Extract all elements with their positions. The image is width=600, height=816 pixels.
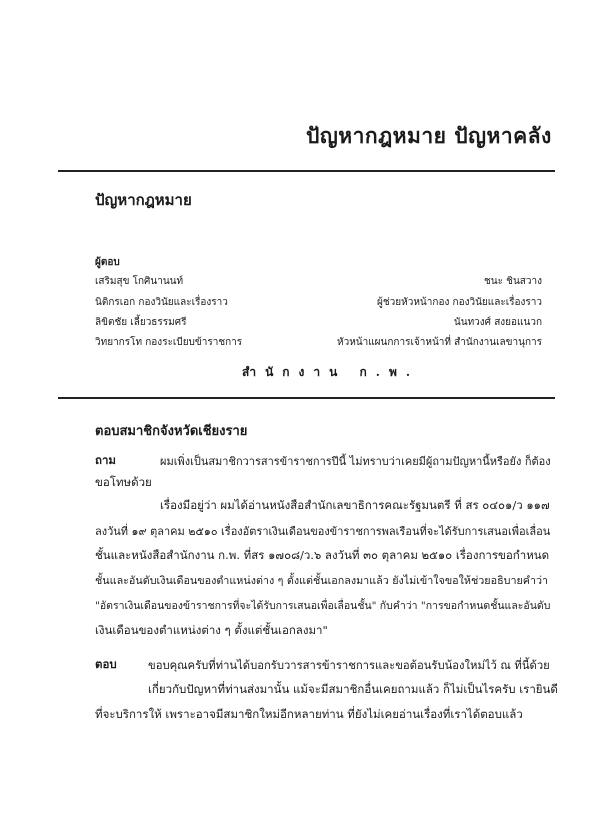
question-paragraph-line: เงินเดือนของตำแหน่งต่าง ๆ ตั้งแต่ชั้นเอกลงมา" bbox=[95, 623, 328, 637]
office-divider bbox=[58, 397, 555, 399]
respondent-position: วิทยากรโท กองระเบียบข้าราชการ bbox=[95, 337, 243, 348]
question-line: ผมเพิ่งเป็นสมาชิกวารสารข้าราชการปีนี้ ไม่ทราบว่าเคยมีผู้ถามปัญหานี้หรือยัง ก็ต้อง bbox=[160, 455, 551, 468]
title-divider bbox=[58, 170, 555, 172]
question-paragraph-line: ชั้นและอันดับเงินเดือนของตำแหน่งต่าง ๆ ตั้งแต่ชั้นเอกลงมาแล้ว ยังไม่เข้าใจขอให้ช่วยอธิบายคำว่า bbox=[95, 574, 549, 587]
respondent-name: นันทวงศ์ สงยอแนวก bbox=[453, 317, 542, 328]
respondent-position: หัวหน้าแผนกการเจ้าหน้าที่ สำนักงานเลขานุการ bbox=[336, 337, 542, 348]
respondent-name: ชนะ ชินสวาง bbox=[483, 276, 542, 287]
respondents-label: ผู้ตอบ bbox=[95, 257, 120, 268]
qa-heading: ตอบสมาชิกจังหวัดเชียงราย bbox=[95, 424, 248, 439]
office-name: สำนักงาน ก.พ. bbox=[242, 365, 420, 379]
respondent-name: ลิขิตชัย เลี้ยวธรรมศรี bbox=[95, 317, 187, 328]
question-line: ขอโทษด้วย bbox=[95, 475, 152, 489]
respondent-name: เสริมสุข โกศินานนท์ bbox=[95, 276, 184, 287]
answer-label: ตอบ bbox=[95, 657, 117, 671]
question-paragraph-line: "อัตราเงินเดือนของข้าราชการที่จะได้รับการเสนอเพื่อเลื่อนชั้น" กับคำว่า "การขอกำหนดชั้นและอันดับ bbox=[95, 600, 551, 612]
answer-line: เกี่ยวกับปัญหาที่ท่านส่งมานั้น แม้จะมีสมาชิกอื่นเคยถามแล้ว ก็ไม่เป็นไรครับ เรายินดี bbox=[148, 682, 558, 696]
question-paragraph-line: ชั้นและหนังสือสำนักงาน ก.พ. ที่สร ๑๗๐๘/ว.๖ ลงวันที่ ๓๐ ตุลาคม ๒๕๑๐ เรื่องการขอกำหนด bbox=[95, 548, 550, 562]
respondent-position: นิติกรเอก กองวินัยและเรื่องราว bbox=[95, 297, 228, 308]
question-paragraph-line: เรื่องมีอยู่ว่า ผมได้อ่านหนังสือสำนักเลขาธิการคณะรัฐมนตรี ที่ สร ๐๔๐๑/ว ๑๑๗ bbox=[160, 498, 550, 512]
respondent-position: ผู้ช่วยหัวหน้ากอง กองวินัยและเรื่องราว bbox=[377, 297, 542, 308]
answer-line: ขอบคุณครับที่ท่านได้บอกรับวารสารข้าราชการและขอต้อนรับน้องใหม่ไว้ ณ ที่นี้ด้วย bbox=[148, 659, 550, 672]
question-label: ถาม bbox=[95, 453, 117, 467]
page-title: ปัญหากฎหมาย ปัญหาคลัง bbox=[306, 123, 552, 148]
question-paragraph-line: ลงวันที่ ๑๙ ตุลาคม ๒๕๑๐ เรื่องอัตราเงินเดือนของข้าราชการพลเรือนที่จะได้รับการเสนอเพื่อเลื่อน bbox=[95, 525, 551, 538]
answer-line: ที่จะบริการให้ เพราะอาจมีสมาชิกใหม่อีกหลายท่าน ที่ยังไม่เคยอ่านเรื่องที่เราได้ตอบแล้ว bbox=[95, 707, 523, 721]
section-heading: ปัญหากฎหมาย bbox=[95, 191, 192, 209]
